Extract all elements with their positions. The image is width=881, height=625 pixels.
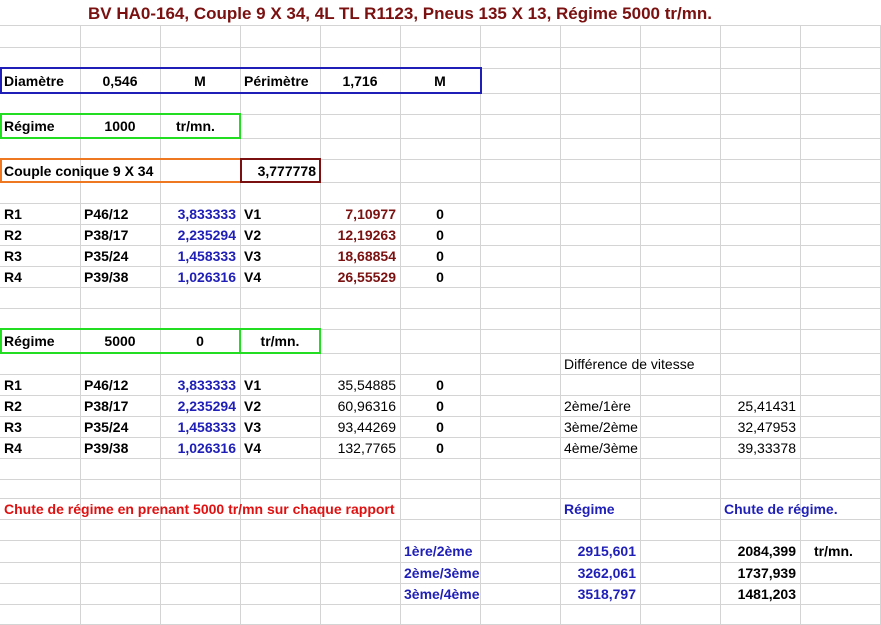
table1-speed-label: V4: [244, 269, 262, 285]
table2-speed[interactable]: 132,7765: [337, 440, 396, 456]
table2-ratio[interactable]: 3,833333: [177, 377, 236, 393]
table2-speed-label: V2: [244, 398, 262, 414]
table1-zero: 0: [436, 269, 444, 285]
table2-zero: 0: [436, 398, 444, 414]
diff-value[interactable]: 32,47953: [737, 419, 796, 435]
table1-pinion: P38/17: [84, 227, 129, 243]
diff-value[interactable]: 25,41431: [737, 398, 796, 414]
table1-gear: R4: [4, 269, 22, 285]
table1-speed[interactable]: 7,10977: [345, 206, 396, 222]
table1-speed[interactable]: 12,19263: [337, 227, 396, 243]
table2-speed[interactable]: 35,54885: [337, 377, 396, 393]
table2-speed-label: V1: [244, 377, 262, 393]
diff-value[interactable]: 39,33378: [737, 440, 796, 456]
grid-line: [0, 519, 881, 520]
chute-row-regime[interactable]: 3518,797: [577, 586, 636, 602]
table2-gear: R3: [4, 419, 22, 435]
regime2-zero: 0: [196, 333, 204, 349]
table1-zero: 0: [436, 248, 444, 264]
table2-gear: R2: [4, 398, 22, 414]
regime2-unit: tr/mn.: [260, 333, 300, 349]
table1-speed-label: V2: [244, 227, 262, 243]
table2-ratio[interactable]: 2,235294: [177, 398, 236, 414]
diff-label: 2ème/1ère: [564, 398, 631, 414]
chute-row-value[interactable]: 2084,399: [737, 543, 796, 559]
table2-speed[interactable]: 60,96316: [337, 398, 396, 414]
table2-zero: 0: [436, 440, 444, 456]
chute-row-label: 1ère/2ème: [404, 543, 473, 559]
table2-gear: R4: [4, 440, 22, 456]
table2-zero: 0: [436, 377, 444, 393]
table2-pinion: P39/38: [84, 440, 129, 456]
regime-label: Régime: [4, 118, 55, 134]
table1-speed[interactable]: 18,68854: [337, 248, 396, 264]
page-title: BV HA0-164, Couple 9 X 34, 4L TL R1123, Pneus 135 X 13, Régime 5000 tr/mn.: [88, 4, 712, 23]
table1-gear: R2: [4, 227, 22, 243]
table1-pinion: P35/24: [84, 248, 129, 264]
table1-zero: 0: [436, 206, 444, 222]
grid-line: [0, 479, 881, 480]
couple-value[interactable]: 3,777778: [257, 163, 316, 179]
diametre-unit: M: [194, 73, 206, 89]
table1-zero: 0: [436, 227, 444, 243]
perimetre-label: Périmètre: [244, 73, 309, 89]
table2-pinion: P38/17: [84, 398, 129, 414]
table1-ratio[interactable]: 3,833333: [177, 206, 236, 222]
table2-pinion: P46/12: [84, 377, 129, 393]
regime-unit: tr/mn.: [176, 118, 215, 134]
couple-label: Couple conique 9 X 34: [4, 163, 154, 179]
grid-line: [0, 25, 881, 26]
diametre-label: Diamètre: [4, 73, 64, 89]
table1-ratio[interactable]: 1,026316: [177, 269, 236, 285]
table1-ratio[interactable]: 1,458333: [177, 248, 236, 264]
table1-pinion: P46/12: [84, 206, 129, 222]
grid-line: [0, 47, 881, 48]
table1-gear: R3: [4, 248, 22, 264]
regime2-label: Régime: [4, 333, 55, 349]
table1-gear: R1: [4, 206, 22, 222]
diff-label: 4ème/3ème: [564, 440, 638, 456]
table2-ratio[interactable]: 1,026316: [177, 440, 236, 456]
diff-label: 3ème/2ème: [564, 419, 638, 435]
chute-row-value[interactable]: 1737,939: [737, 565, 796, 581]
table1-speed[interactable]: 26,55529: [337, 269, 396, 285]
chute-row-label: 2ème/3ème: [404, 565, 480, 581]
chute-row-regime[interactable]: 2915,601: [577, 543, 636, 559]
regime-value[interactable]: 1000: [104, 118, 136, 134]
chute-row-label: 3ème/4ème: [404, 586, 480, 602]
table2-speed[interactable]: 93,44269: [337, 419, 396, 435]
regime2-value[interactable]: 5000: [104, 333, 136, 349]
table1-pinion: P39/38: [84, 269, 129, 285]
grid-line: [0, 287, 881, 288]
perimetre-unit: M: [434, 73, 446, 89]
table1-speed-label: V3: [244, 248, 262, 264]
chute-row-value[interactable]: 1481,203: [737, 586, 796, 602]
perimetre-value[interactable]: 1,716: [342, 73, 378, 89]
table2-speed-label: V3: [244, 419, 262, 435]
chute-unit: tr/mn.: [814, 543, 853, 559]
chute-heading: Chute de régime en prenant 5000 tr/mn sur chaque rapport: [4, 501, 395, 517]
table2-ratio[interactable]: 1,458333: [177, 419, 236, 435]
table1-ratio[interactable]: 2,235294: [177, 227, 236, 243]
chute-regime-header: Régime: [564, 501, 615, 517]
table2-zero: 0: [436, 419, 444, 435]
table2-gear: R1: [4, 377, 22, 393]
table1-speed-label: V1: [244, 206, 262, 222]
diametre-value[interactable]: 0,546: [102, 73, 138, 89]
chute-row-regime[interactable]: 3262,061: [577, 565, 636, 581]
grid-line: [0, 308, 881, 309]
diff-title: Différence de vitesse: [564, 356, 695, 372]
table2-pinion: P35/24: [84, 419, 129, 435]
grid-line: [0, 604, 881, 605]
chute-header: Chute de régime.: [724, 501, 838, 517]
grid-line: [0, 458, 881, 459]
table2-speed-label: V4: [244, 440, 262, 456]
